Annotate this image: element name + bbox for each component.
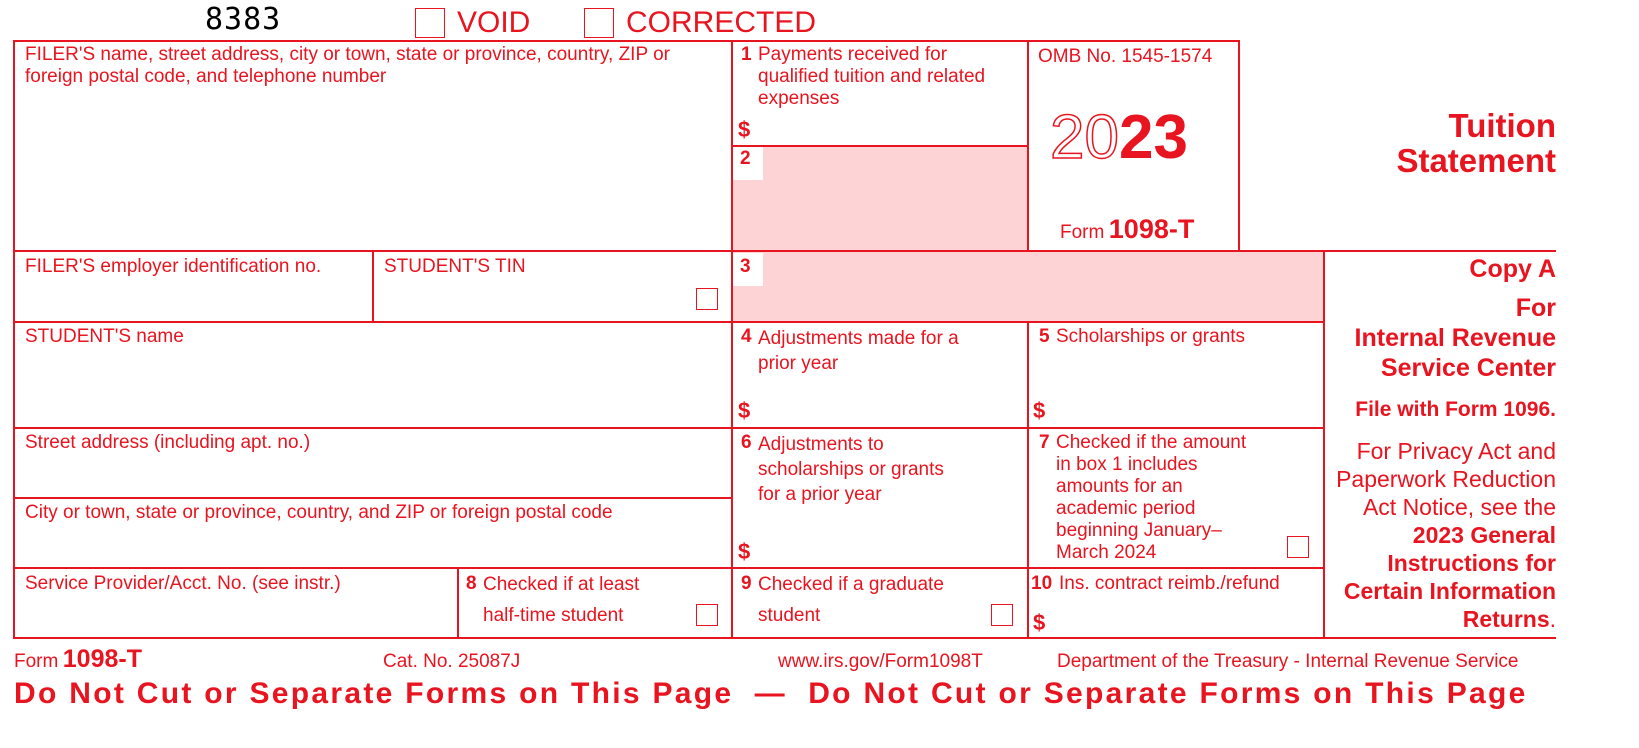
do-not-cut-warning: Do Not Cut or Separate Forms on This Page — Do Not Cut or Separate Forms on This Page xyxy=(14,677,1528,710)
copy-irs-center: Internal Revenue Service Center xyxy=(1354,324,1556,382)
void-label: VOID xyxy=(457,6,531,39)
footer-form-id xyxy=(14,645,142,674)
student-tin-checkbox[interactable] xyxy=(696,288,718,310)
box9-number: 9 xyxy=(741,573,752,594)
tax-year xyxy=(1050,98,1188,178)
city-label: City or town, state or province, country, and ZIP or foreign postal code xyxy=(25,502,613,523)
box8-number: 8 xyxy=(466,573,477,594)
copy-a-label: Copy A xyxy=(1469,255,1556,283)
box8-label: Checked if at least half-time student xyxy=(483,574,640,626)
box4-label: Adjustments made for a prior year xyxy=(758,328,959,374)
form-title-line1: Tuition xyxy=(1448,107,1556,144)
department-label: Department of the Treasury - Internal Revenue Service xyxy=(1057,651,1519,672)
omb-number: OMB No. 1545-1574 xyxy=(1038,46,1213,67)
tax-year-outline: 20 xyxy=(1050,103,1119,172)
service-provider-label: Service Provider/Acct. No. (see instr.) xyxy=(25,573,341,594)
box7-checkbox[interactable] xyxy=(1287,536,1309,558)
footer-form-prefix: Form xyxy=(14,651,59,672)
copy-for: For xyxy=(1515,294,1556,322)
box10-label: Ins. contract reimb./refund xyxy=(1059,573,1280,594)
privacy-text: For Privacy Act and Paperwork Reduction Act Notice, see the xyxy=(1336,438,1556,520)
form-name: 1098-T xyxy=(1108,214,1195,244)
box2-number: 2 xyxy=(740,148,751,169)
box5-label: Scholarships or grants xyxy=(1056,326,1246,347)
box9-checkbox[interactable] xyxy=(991,604,1013,626)
corrected-checkbox[interactable] xyxy=(584,8,614,38)
privacy-notice xyxy=(1336,437,1556,633)
box5-dollar: $ xyxy=(1033,398,1046,423)
void-checkbox[interactable] xyxy=(415,8,445,38)
filer-ein-label: FILER'S employer identification no. xyxy=(25,256,322,277)
tax-year-solid: 23 xyxy=(1118,103,1188,172)
box8-checkbox[interactable] xyxy=(696,604,718,626)
street-address-label: Street address (including apt. no.) xyxy=(25,432,311,453)
box4-dollar: $ xyxy=(738,398,751,423)
box1-label: Payments received for qualified tuition and related expenses xyxy=(758,44,986,109)
corrected-label: CORRECTED xyxy=(626,6,817,39)
box3-number: 3 xyxy=(740,256,751,277)
box6-dollar: $ xyxy=(738,539,751,564)
box10-dollar: $ xyxy=(1033,610,1046,635)
box1-dollar: $ xyxy=(738,117,751,142)
privacy-bold: 2023 General Instructions for Certain Information Returns xyxy=(1343,522,1556,632)
box6-number: 6 xyxy=(741,432,752,453)
box4-number: 4 xyxy=(741,326,752,347)
student-tin-label: STUDENT'S TIN xyxy=(384,256,526,277)
footer-form-name: 1098-T xyxy=(62,645,142,673)
box3-shaded xyxy=(732,252,1324,322)
filer-name-label: FILER'S name, street address, city or town, state or province, country, ZIP or foreign postal code, and telephone number xyxy=(25,44,670,87)
file-with-1096: File with Form 1096. xyxy=(1355,398,1556,421)
cat-number: Cat. No. 25087J xyxy=(383,651,521,672)
box7-number: 7 xyxy=(1039,432,1050,453)
form-title-line2: Statement xyxy=(1396,142,1556,179)
form-id xyxy=(1060,214,1194,245)
box9-label: Checked if a graduate student xyxy=(758,574,944,626)
privacy-end: . xyxy=(1549,606,1556,632)
form-control-number: 8383 xyxy=(205,2,282,37)
box7-label: Checked if the amount in box 1 includes amounts for an academic period beginning January– March 2024 xyxy=(1056,432,1247,563)
box5-number: 5 xyxy=(1039,326,1050,347)
box2-shaded xyxy=(732,146,1028,252)
box1-number: 1 xyxy=(741,44,752,65)
box10-number: 10 xyxy=(1031,573,1053,594)
irs-website[interactable]: www.irs.gov/Form1098T xyxy=(778,651,983,672)
box6-label: Adjustments to scholarships or grants for a prior year xyxy=(758,434,944,505)
student-name-label: STUDENT'S name xyxy=(25,326,184,347)
form-prefix: Form xyxy=(1060,222,1105,243)
